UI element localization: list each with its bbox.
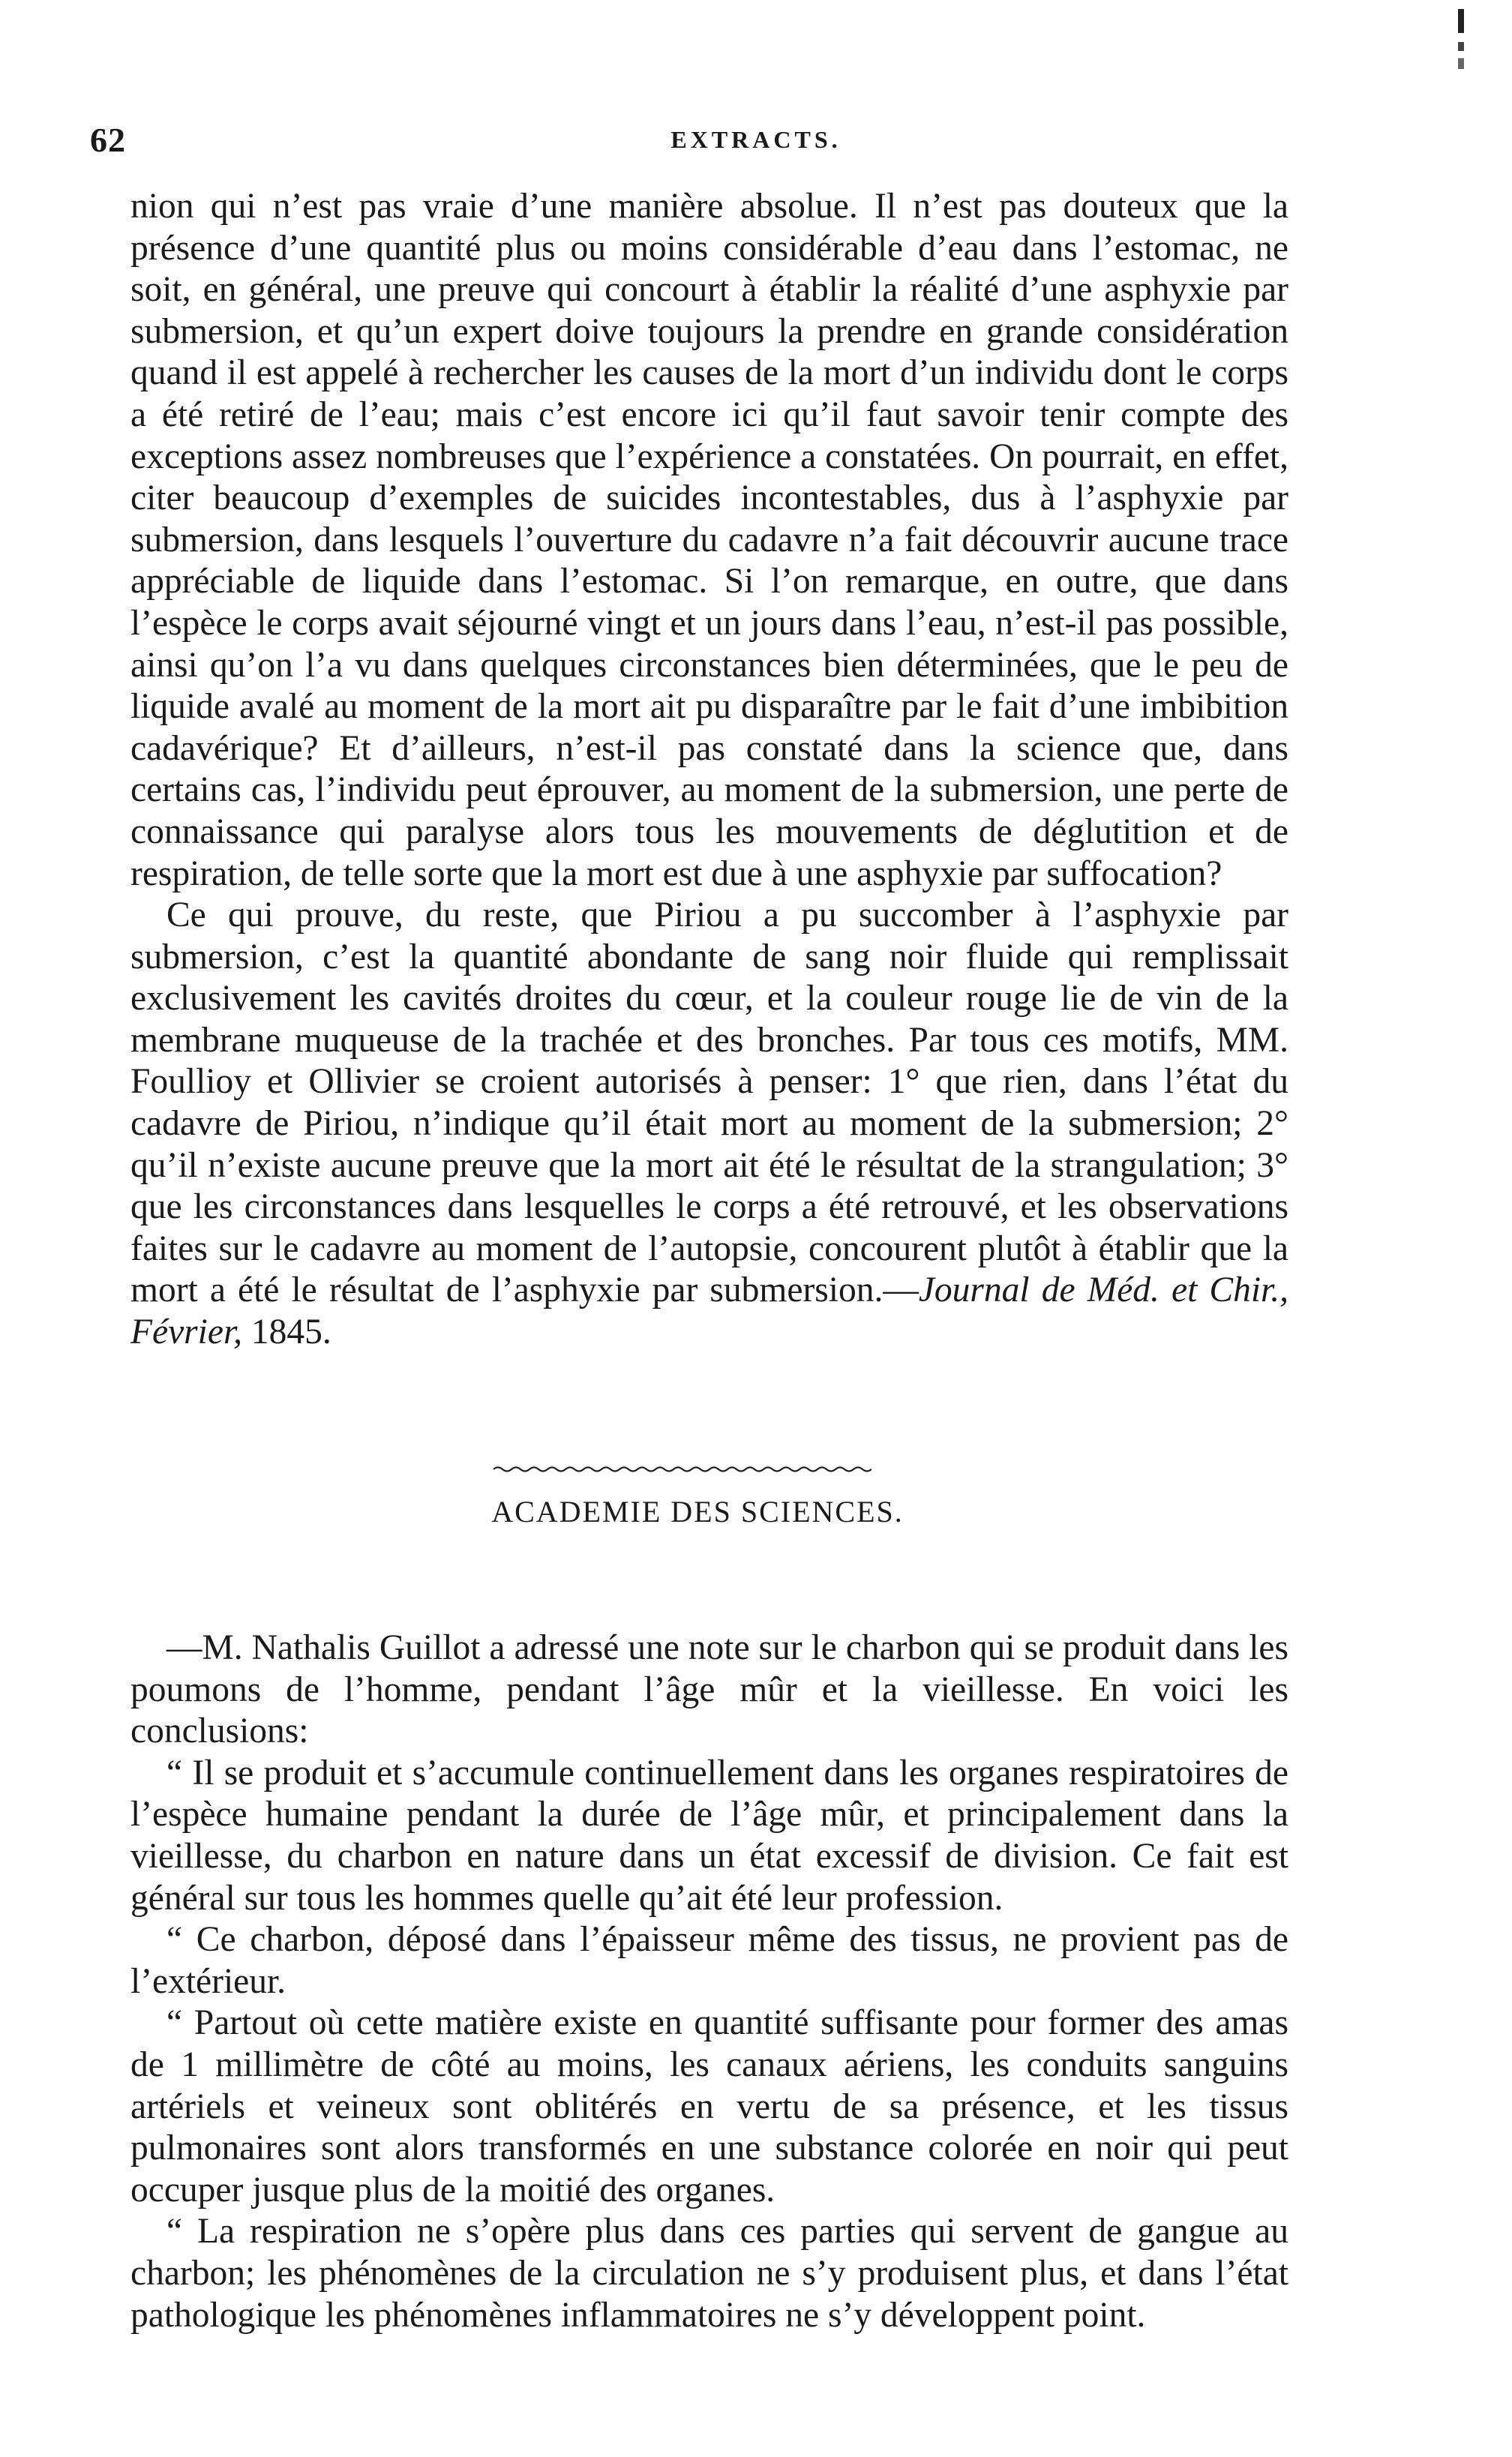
citation-year: 1845. — [242, 1312, 332, 1352]
journal-citation: Journal de Méd. et Chir., Février, — [130, 1270, 1288, 1352]
section-title: ACADEMIE DES SCIENCES. — [491, 1495, 904, 1528]
paragraph-conclusion-2: “ Ce charbon, déposé dans l’épaisseur même des tissus, ne provient pas de l’extérieur. — [130, 1920, 1288, 2001]
paragraph-conclusion-3: “ Partout où cette matière existe en quantité suffisante pour former des amas de 1 millimètre de côté au moins, les canaux aériens, les conduits sanguins artériels et veineux sont oblitérés en vertu de sa présence, et les tissus pulmonaires sont alors transformés en une substance colorée en noir qui peut occuper jusque plus de la moitié des organes. — [130, 2003, 1288, 2210]
paragraph-intro: —M. Nathalis Guillot a adressé une note sur le charbon qui se produit dans les poumons de l’homme, pendant l’âge mûr et la vieillesse. En voici les conclusions: — [130, 1628, 1288, 1751]
wavy-divider — [494, 1466, 872, 1473]
article-academie-des-sciences — [130, 1628, 1288, 2336]
article-legal-medicine — [130, 186, 1288, 1354]
page-edge-mark — [1458, 9, 1464, 69]
paragraph-conclusion-1: “ Il se produit et s’accumule continuellement dans les organes respiratoires de l’espèce humaine pendant la durée de l’âge mûr, et principalement dans la vieillesse, du charbon en nature dans un état excessif de division. Ce fait est général sur tous les hommes quelle qu’ait été leur profession. — [130, 1753, 1288, 1918]
paragraph-continued: nion qui n’est pas vraie d’une manière absolue. Il n’est pas douteux que la présence d’une quantité plus ou moins considérable d’eau dans l’estomac, ne soit, en général, une preuve qui concourt à établir la réalité d’une asphyxie par submersion, et qu’un expert doive toujours la prendre en grande considération quand il est appelé à rechercher les causes de la mort d’un individu dont le corps a été retiré de l’eau; mais c’est encore ici qu’il faut savoir tenir compte des exceptions assez nombreuses que l’expérience a constatées. On pourrait, en effet, citer beaucoup d’exemples de suicides incontestables, dus à l’asphyxie par submersion, dans lesquels l’ouverture du cadavre n’a fait découvrir aucune trace appréciable de liquide dans l’estomac. Si l’on remarque, en outre, que dans l’espèce le corps avait séjourné vingt et un jours dans l’eau, n’est-il pas possible, ainsi qu’on l’a vu dans quelques circonstances bien déterminées, que le peu de liquide avalé au moment de la mort ait pu disparaître par le fait d’une imbibition cadavérique? Et d’ailleurs, n’est-il pas constaté dans la science que, dans certains cas, l’individu peut éprouver, au moment de la submersion, une perte de connaissance qui paralyse alors tous les mouvements de déglutition et de respiration, de telle sorte que la mort est due à une asphyxie par suffocation? — [130, 187, 1288, 893]
paragraph-conclusion-4: “ La respiration ne s’opère plus dans ces parties qui servent de gangue au charbon; les phénomènes de la circulation ne s’y produisent plus, et dans l’état pathologique les phénomènes inflammatoires ne s’y développent point. — [130, 2212, 1288, 2335]
paragraph-text: Ce qui prouve, du reste, que Piriou a pu succomber à l’asphyxie par submersion, c’est la quantité abondante de sang noir fluide qui remplissait exclusivement les cavités droites du cœur, et la couleur rouge lie de vin de la membrane muqueuse de la trachée et des bronches. Par tous ces motifs, MM. Foullioy et Ollivier se croient autorisés à penser: 1° que rien, dans l’état du cadavre de Piriou, n’indique qu’il était mort au moment de la submersion; 2° qu’il n’existe aucune preuve que la mort ait été le résultat de la strangulation; 3° que les circonstances dans lesquelles le corps a été retrouvé, et les observations faites sur le cadavre au moment de l’autopsie, concourent plutôt à établir que la mort a été le résultat de l’asphyxie par submersion.— — [130, 896, 1288, 1310]
running-head: EXTRACTS. — [670, 126, 842, 153]
page-number: 62 — [90, 121, 126, 159]
paragraph-conclusion — [130, 895, 1288, 1354]
